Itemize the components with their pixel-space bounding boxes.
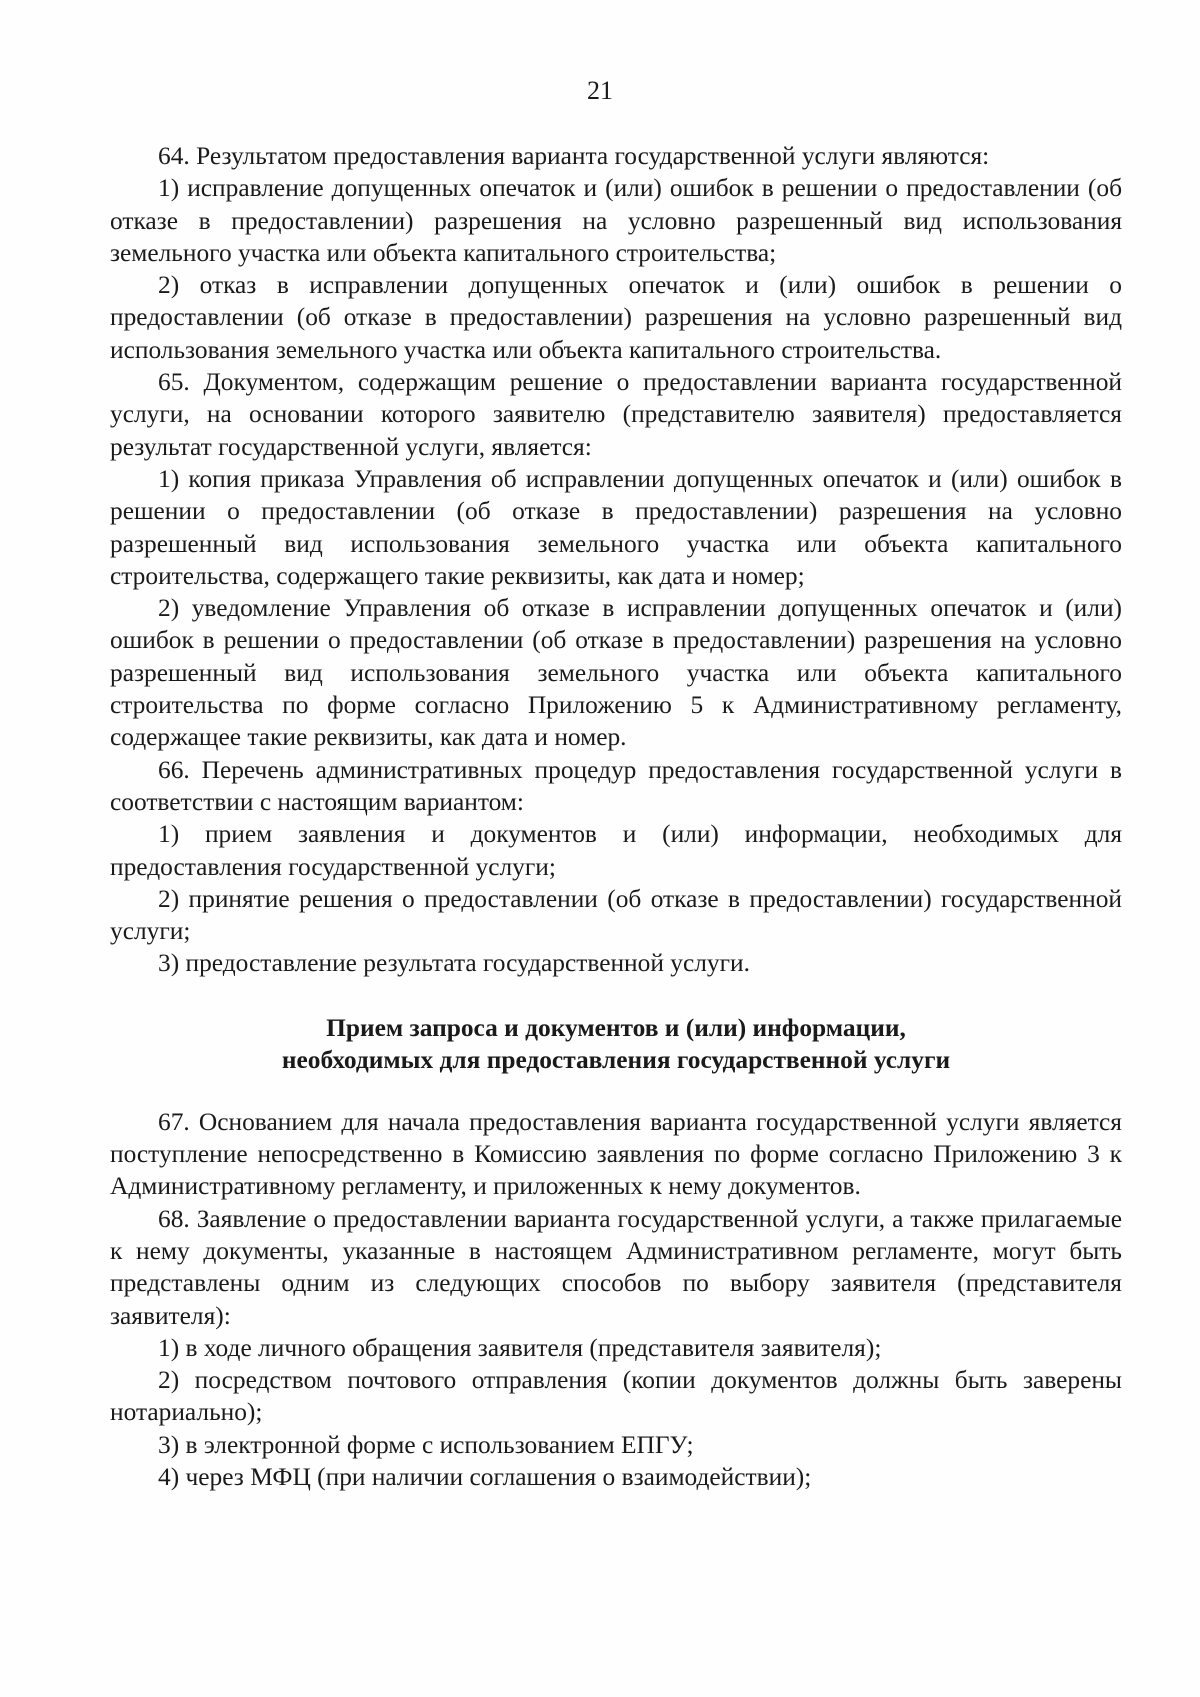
paragraph-65-item-1: 1) копия приказа Управления об исправлении допущенных опечаток и (или) ошибок в решении о предоставлении (об отказе в предоставлении) разрешения на условно разрешенный вид использования земельного участка или объекта капитального строительства, содержащего такие реквизиты, как дата и номер; [110, 464, 1122, 590]
paragraph-65-item-2: 2) уведомление Управления об отказе в исправлении допущенных опечаток и (или) ошибок в решении о предоставлении (об отказе в предоставлении) разрешения на условно разрешенный вид использования земельного участка или объекта капитального строительства по форме согласно Приложению 5 к Административному регламенту, содержащее такие реквизиты, как дата и номер. [110, 594, 1122, 752]
paragraph-68-item-4: 4) через МФЦ (при наличии соглашения о взаимодействии); [158, 1462, 812, 1491]
paragraph-65: 65. Документом, содержащим решение о предоставлении варианта государственной услуги, на основании которого заявителю (представителю заявителя) предоставляется результат государственной услуги, является: [110, 368, 1122, 461]
paragraph-66-item-1: 1) прием заявления и документов и (или) информации, необходимых для предоставления государственной услуги; [110, 820, 1122, 881]
paragraph-64-item-1: 1) исправление допущенных опечаток и (или) ошибок в решении о предоставлении (об отказе в предоставлении) разрешения на условно разрешенный вид использования земельного участка или объекта капитального строительства; [110, 174, 1122, 267]
paragraph-66: 66. Перечень административных процедур предоставления государственной услуги в соответствии с настоящим вариантом: [110, 755, 1122, 816]
section-heading-line-2: необходимых для предоставления государственной услуги [281, 1045, 951, 1074]
paragraph-68-item-2: 2) посредством почтового отправления (копии документов должны быть заверены нотариально); [110, 1366, 1122, 1427]
section-heading [110, 1012, 1122, 1076]
paragraph-66-item-3: 3) предоставление результата государственной услуги. [158, 949, 750, 978]
paragraph-68: 68. Заявление о предоставлении варианта государственной услуги, а также прилагаемые к нему документы, указанные в настоящем Административном регламенте, могут быть представлены одним из следующих способов по выбору заявителя (представителя заявителя): [110, 1204, 1122, 1330]
paragraph-64: 64. Результатом предоставления варианта государственной услуги являются: [158, 142, 990, 170]
document-body [110, 140, 1122, 1493]
paragraph-68-item-1: 1) в ходе личного обращения заявителя (представителя заявителя); [158, 1333, 882, 1362]
section-heading-line-1: Прием запроса и документов и (или) информации, [326, 1013, 906, 1042]
paragraph-64-item-2: 2) отказ в исправлении допущенных опечаток и (или) ошибок в решении о предоставлении (об отказе в предоставлении) разрешения на условно разрешенный вид использования земельного участка или объекта капитального строительства. [110, 271, 1122, 364]
paragraph-67: 67. Основанием для начала предоставления варианта государственной услуги является поступление непосредственно в Комиссию заявления по форме согласно Приложению 3 к Административному регламенту, и приложенных к нему документов. [110, 1107, 1122, 1201]
paragraph-66-item-2: 2) принятие решения о предоставлении (об отказе в предоставлении) государственной услуги; [110, 884, 1122, 946]
paragraph-68-item-3: 3) в электронной форме с использованием ЕПГУ; [158, 1430, 694, 1459]
page-number: 21 [587, 76, 613, 105]
